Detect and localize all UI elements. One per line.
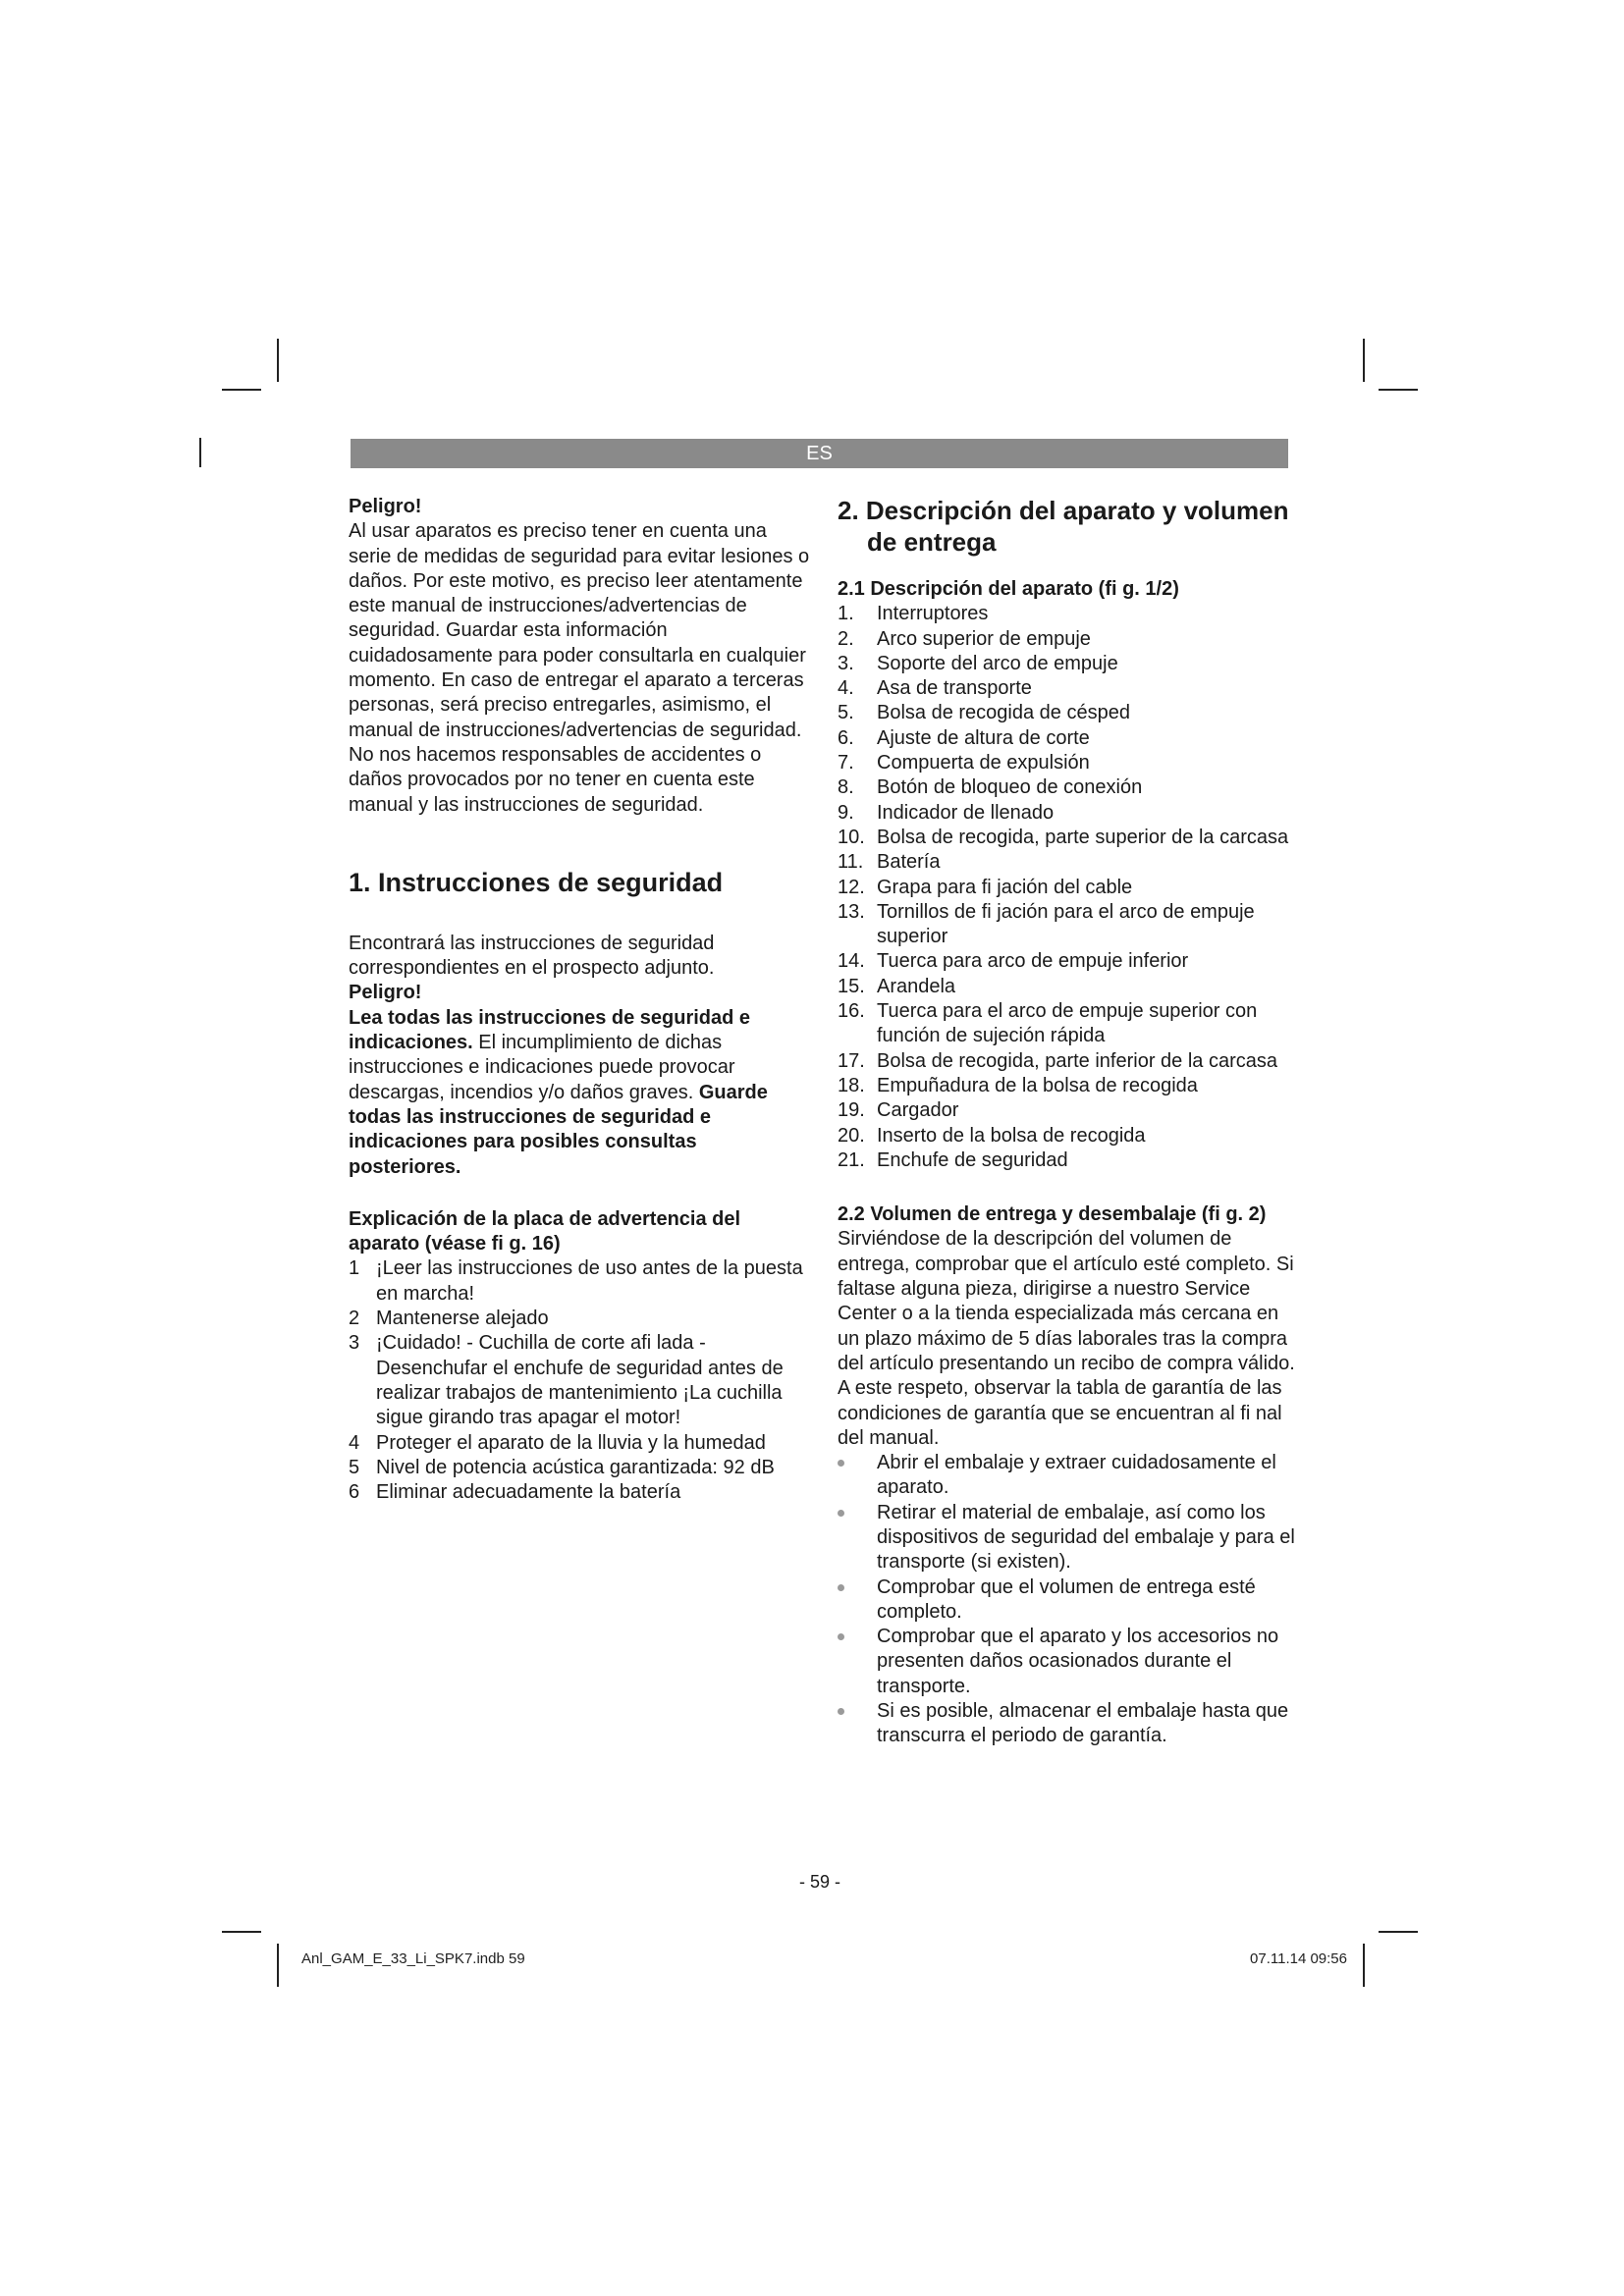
item-number: 4 bbox=[349, 1431, 360, 1454]
item-number: 8. bbox=[838, 776, 854, 799]
list-item bbox=[838, 726, 1299, 751]
danger2-heading: Peligro! bbox=[349, 982, 422, 1004]
item-number: 5 bbox=[349, 1456, 360, 1478]
item-text: Mantenerse alejado bbox=[376, 1308, 549, 1330]
right-column bbox=[838, 495, 1299, 1749]
list-item bbox=[838, 876, 1299, 900]
item-number: 21. bbox=[838, 1148, 865, 1171]
crop-mark bbox=[1379, 1931, 1418, 1933]
item-number: 7. bbox=[838, 752, 854, 774]
list-item bbox=[838, 627, 1299, 652]
item-number: 18. bbox=[838, 1074, 865, 1096]
list-item bbox=[838, 676, 1299, 701]
item-text: Si es posible, almacenar el embalaje hasta que transcurra el periodo de garantía. bbox=[877, 1700, 1289, 1747]
sub22-text: Sirviéndose de la descripción del volumen de entrega, comprobar que el artículo esté completo. Si faltase alguna pieza, dirigirse a nuestro Service Center o a la tienda especializada más cercana en un plazo máximo de 5 días laborales tras la compra del artículo presentando un recibo de compra válido. A este respeto, observar la tabla de garantía de las condiciones de garantía que se encuentran al fi nal del manual. bbox=[838, 1228, 1295, 1449]
crop-mark bbox=[1363, 339, 1365, 382]
item-number: 19. bbox=[838, 1099, 865, 1122]
bullet-icon bbox=[838, 1460, 844, 1467]
list-item bbox=[838, 1451, 1299, 1501]
item-text: Nivel de potencia acústica garantizada: 92 dB bbox=[376, 1456, 775, 1478]
crop-mark bbox=[277, 339, 279, 382]
item-text: Abrir el embalaje y extraer cuidadosamente el aparato. bbox=[877, 1452, 1276, 1499]
item-number: 3. bbox=[838, 652, 854, 674]
unpacking-bullets bbox=[838, 1451, 1299, 1749]
item-text: Retirar el material de embalaje, así como los dispositivos de seguridad del embalaje y para el transporte (si existen). bbox=[877, 1501, 1295, 1574]
warning-bold-2: Guarde todas las instrucciones de seguridad e indicaciones para posibles consultas posteriores. bbox=[349, 1081, 768, 1178]
item-text: Indicador de llenado bbox=[877, 801, 1055, 824]
list-item bbox=[838, 1699, 1299, 1749]
list-item bbox=[838, 1074, 1299, 1098]
list-item bbox=[349, 1256, 810, 1307]
list-item bbox=[838, 999, 1299, 1049]
item-text: Proteger el aparato de la lluvia y la humedad bbox=[376, 1431, 766, 1454]
crop-mark bbox=[199, 438, 201, 467]
sub22-title: 2.2 Volumen de entrega y desembalaje (fi g. 2) bbox=[838, 1203, 1267, 1226]
crop-mark bbox=[1363, 1944, 1365, 1987]
list-item bbox=[838, 900, 1299, 950]
item-text: Arandela bbox=[877, 975, 956, 997]
language-header-bar bbox=[351, 439, 1288, 468]
page-number: - 59 - bbox=[798, 1872, 840, 1892]
list-item bbox=[349, 1431, 810, 1456]
file-name: Anl_GAM_E_33_Li_SPK7.indb 59 bbox=[301, 1950, 525, 1967]
list-item bbox=[838, 1049, 1299, 1074]
item-number: 16. bbox=[838, 1000, 865, 1023]
item-text: Bolsa de recogida, parte superior de la carcasa bbox=[877, 826, 1289, 848]
list-item bbox=[838, 801, 1299, 826]
crop-mark bbox=[1379, 389, 1418, 391]
item-number: 3 bbox=[349, 1332, 360, 1355]
list-item bbox=[838, 1501, 1299, 1575]
list-item bbox=[838, 826, 1299, 850]
item-text: Grapa para fi jación del cable bbox=[877, 876, 1133, 898]
item-number: 13. bbox=[838, 900, 865, 923]
list-item bbox=[838, 751, 1299, 775]
item-number: 20. bbox=[838, 1124, 865, 1147]
item-text: Arco superior de empuje bbox=[877, 627, 1091, 650]
item-number: 5. bbox=[838, 702, 854, 724]
list-item bbox=[838, 775, 1299, 800]
item-text: Compuerta de expulsión bbox=[877, 752, 1090, 774]
item-text: Bolsa de recogida de césped bbox=[877, 702, 1130, 724]
list-item bbox=[349, 1480, 810, 1505]
list-item bbox=[838, 949, 1299, 974]
danger-text: Al usar aparatos es preciso tener en cuenta una serie de medidas de seguridad para evitar lesiones o daños. Por este motivo, es preciso leer atentamente este manual de instrucciones/advertencias de seguridad. Guardar esta información cuidadosamente para poder consultarla en cualquier momento. En caso de entregar el aparato a terceras personas, será preciso entregarles, asimismo, el manual de instrucciones/advertencias de seguridad. No nos hacemos responsables de accidentes o daños provocados por no tener en cuenta este manual y las instrucciones de seguridad. bbox=[349, 520, 810, 816]
danger-heading: Peligro! bbox=[349, 496, 422, 517]
item-text: ¡Leer las instrucciones de uso antes de la puesta en marcha! bbox=[376, 1257, 803, 1305]
bullet-icon bbox=[838, 1584, 844, 1591]
item-text: Bolsa de recogida, parte inferior de la carcasa bbox=[877, 1049, 1278, 1072]
item-text: Ajuste de altura de corte bbox=[877, 726, 1090, 749]
item-text: Batería bbox=[877, 851, 941, 874]
warning-paragraph bbox=[349, 1006, 810, 1180]
item-number: 17. bbox=[838, 1049, 865, 1072]
item-text: Inserto de la bolsa de recogida bbox=[877, 1124, 1146, 1147]
bullet-icon bbox=[838, 1510, 844, 1517]
item-text: Tuerca para el arco de empuje superior con función de sujeción rápida bbox=[877, 1000, 1258, 1047]
list-item bbox=[838, 975, 1299, 999]
section2-title: 2. Descripción del aparato y volumen de entrega bbox=[838, 496, 1289, 557]
item-text: Tuerca para arco de empuje inferior bbox=[877, 950, 1189, 973]
bullet-icon bbox=[838, 1633, 844, 1640]
crop-mark bbox=[222, 389, 261, 391]
item-number: 12. bbox=[838, 876, 865, 898]
sub21-title: 2.1 Descripción del aparato (fi g. 1/2) bbox=[838, 578, 1179, 600]
list-item bbox=[838, 1575, 1299, 1626]
item-text: Botón de bloqueo de conexión bbox=[877, 776, 1143, 799]
print-timestamp: 07.11.14 09:56 bbox=[1250, 1950, 1347, 1967]
item-number: 2 bbox=[349, 1308, 360, 1330]
list-item bbox=[838, 1148, 1299, 1173]
plate-items-list bbox=[349, 1256, 810, 1505]
item-text: Comprobar que el volumen de entrega esté completo. bbox=[877, 1575, 1256, 1623]
item-text: Tornillos de fi jación para el arco de empuje superior bbox=[877, 900, 1255, 948]
list-item bbox=[838, 652, 1299, 676]
item-number: 9. bbox=[838, 801, 854, 824]
item-text: Eliminar adecuadamente la batería bbox=[376, 1481, 681, 1504]
item-number: 4. bbox=[838, 677, 854, 700]
item-number: 10. bbox=[838, 826, 865, 848]
list-item bbox=[838, 602, 1299, 626]
item-text: Empuñadura de la bolsa de recogida bbox=[877, 1074, 1198, 1096]
item-number: 15. bbox=[838, 975, 865, 997]
item-text: Soporte del arco de empuje bbox=[877, 652, 1118, 674]
item-text: ¡Cuidado! - Cuchilla de corte afi lada - Desenchufar el enchufe de seguridad antes de realizar trabajos de mantenimiento ¡La cuchilla sigue girando tras apagar el motor! bbox=[376, 1332, 784, 1429]
warning-normal: El incumplimiento de dichas instrucciones e indicaciones puede provocar descargas, incendios y/o daños graves. bbox=[349, 1032, 735, 1103]
section1-title: 1. Instrucciones de seguridad bbox=[349, 867, 724, 897]
list-item bbox=[349, 1456, 810, 1480]
plate-heading: Explicación de la placa de advertencia del aparato (véase fi g. 16) bbox=[349, 1207, 741, 1255]
item-number: 1. bbox=[838, 603, 854, 625]
item-number: 1 bbox=[349, 1257, 360, 1280]
item-number: 11. bbox=[838, 851, 864, 874]
crop-mark bbox=[222, 1931, 261, 1933]
list-item bbox=[349, 1331, 810, 1430]
list-item bbox=[838, 1098, 1299, 1123]
list-item bbox=[838, 1124, 1299, 1148]
warning-bold-1: Lea todas las instrucciones de seguridad e indicaciones. bbox=[349, 1006, 751, 1054]
bullet-icon bbox=[838, 1708, 844, 1715]
item-number: 6. bbox=[838, 726, 854, 749]
item-number: 14. bbox=[838, 950, 865, 973]
list-item bbox=[838, 1625, 1299, 1699]
crop-mark bbox=[277, 1944, 279, 1987]
item-text: Cargador bbox=[877, 1099, 959, 1122]
item-text: Asa de transporte bbox=[877, 677, 1032, 700]
item-number: 2. bbox=[838, 627, 854, 650]
item-text: Enchufe de seguridad bbox=[877, 1148, 1068, 1171]
parts-list bbox=[838, 602, 1299, 1173]
section1-text: Encontrará las instrucciones de seguridad correspondientes en el prospecto adjunto. bbox=[349, 932, 715, 980]
left-column bbox=[349, 495, 810, 1505]
list-item bbox=[349, 1307, 810, 1331]
list-item bbox=[838, 701, 1299, 725]
list-item bbox=[838, 850, 1299, 875]
language-code: ES bbox=[806, 443, 833, 464]
item-text: Interruptores bbox=[877, 603, 989, 625]
item-number: 6 bbox=[349, 1481, 360, 1504]
item-text: Comprobar que el aparato y los accesorios no presenten daños ocasionados durante el transporte. bbox=[877, 1626, 1279, 1697]
